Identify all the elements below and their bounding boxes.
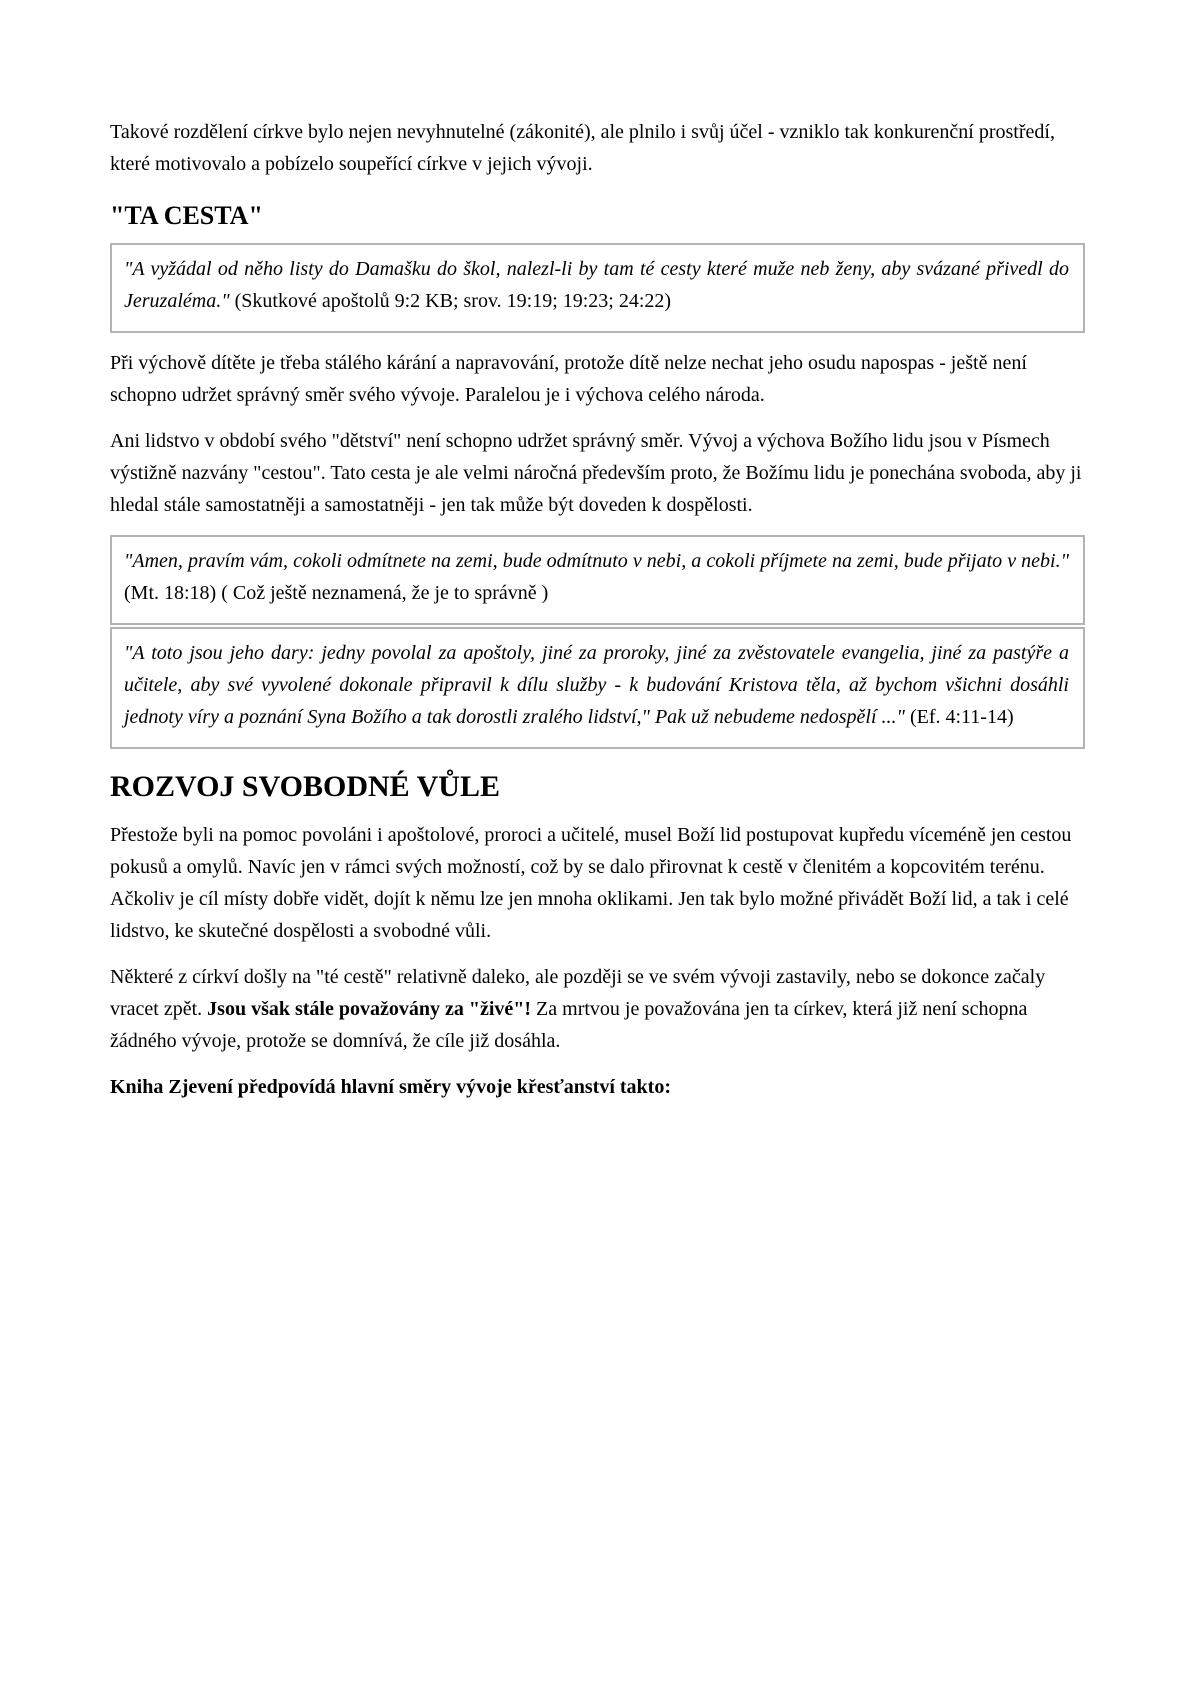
heading-ta-cesta: "TA CESTA" (110, 201, 263, 230)
paragraph-mankind-childhood: Ani lidstvo v období svého "dětství" není schopno udržet správný směr. Vývoj a výchova Božího lidu jsou v Písmech výstižně nazvány "cestou". Tato cesta je ale velmi náročná především proto, že Božímu lidu je ponechána svoboda, aby ji hledal stále samostatněji a samostatněji - jen tak může být doveden k dospělosti. (110, 430, 1082, 517)
paragraph-church-division: Takové rozdělení církve bylo nejen nevyhnutelné (zákonité), ale plnilo i svůj účel - vzniklo tak konkurenční prostředí, které motivovalo a pobízelo soupeřící církve v jejich vývoji. (110, 121, 1055, 175)
paragraph-churches-text-before: Některé z církví došly na "té cestě" relativně daleko, ale později se ve svém vývoji zastavily, nebo se dokonce začaly vracet zpět. (110, 966, 1046, 1021)
paragraph-churches-on-the-way (110, 961, 1085, 1057)
quote-ephesians-text: "A toto jsou jeho dary: jedny povolal za apoštoly, jiné za proroky, jiné za zvěstovatele evangelia, jiné za pastýře a učitele, aby své vyvolené dokonale připravil k dílu služby - k budování Kristova těla, až bychom všichni dosáhli jednoty víry a poznání Syna Božího a tak dorostli zralého lidství," Pak už nebudeme nedospělí ..." (124, 642, 1069, 729)
paragraph-revelation-intro: Kniha Zjevení předpovídá hlavní směry vývoje křesťanství takto: (110, 1076, 671, 1099)
quote-acts-text: "A vyžádal od něho listy do Damašku do škol, nalezl-li by tam té cesty které muže neb ženy, aby svázané přivedl do Jeruzaléma." (124, 258, 1069, 313)
paragraph-churches-text-after: Za mrtvou je považována jen ta církev, která již není schopna žádného vývoje, protože se domnívá, že cíle již dosáhla. (110, 998, 1028, 1053)
quote-ephesians-reference: (Ef. 4:11-14) (904, 706, 1014, 729)
quote-matthew-text: "Amen, pravím vám, cokoli odmítnete na zemi, bude odmítnuto v nebi, a cokoli příjmete na zemi, bude přijato v nebi." (124, 550, 1069, 573)
quote-acts-reference: (Skutkové apoštolů 9:2 KB; srov. 19:19; 19:23; 24:22) (229, 290, 672, 313)
paragraph-progress-of-gods-people: Přestože byli na pomoc povoláni i apoštolové, proroci a učitelé, musel Boží lid postupovat kupředu víceméně jen cestou pokusů a omylů. Navíc jen v rámci svých možností, což by se dalo přirovnat k cestě v členitém a kopcovitém terénu. Ačkoliv je cíl místy dobře vidět, dojít k němu lze jen mnoha oklikami. Jen tak bylo možné přivádět Boží lid, a tak i celé lidstvo, ke skutečné dospělosti a svobodné vůli. (110, 824, 1072, 943)
quote-box-ephesians (110, 627, 1085, 749)
heading-rozvoj-svobodne-vule: ROZVOJ SVOBODNÉ VŮLE (110, 770, 500, 804)
quote-matthew-reference: (Mt. 18:18) ( Což ještě neznamená, že je to správně ) (124, 582, 549, 605)
quote-box-matthew (110, 535, 1085, 625)
quote-box-acts (110, 243, 1085, 333)
paragraph-churches-bold-statement: Jsou však stále považovány za "živé"! (207, 998, 532, 1021)
paragraph-child-upbringing: Při výchově dítěte je třeba stálého kárání a napravování, protože dítě nelze nechat jeho osudu napospas - ještě není schopno udržet správný směr svého vývoje. Paralelou je i výchova celého národa. (110, 352, 1027, 407)
